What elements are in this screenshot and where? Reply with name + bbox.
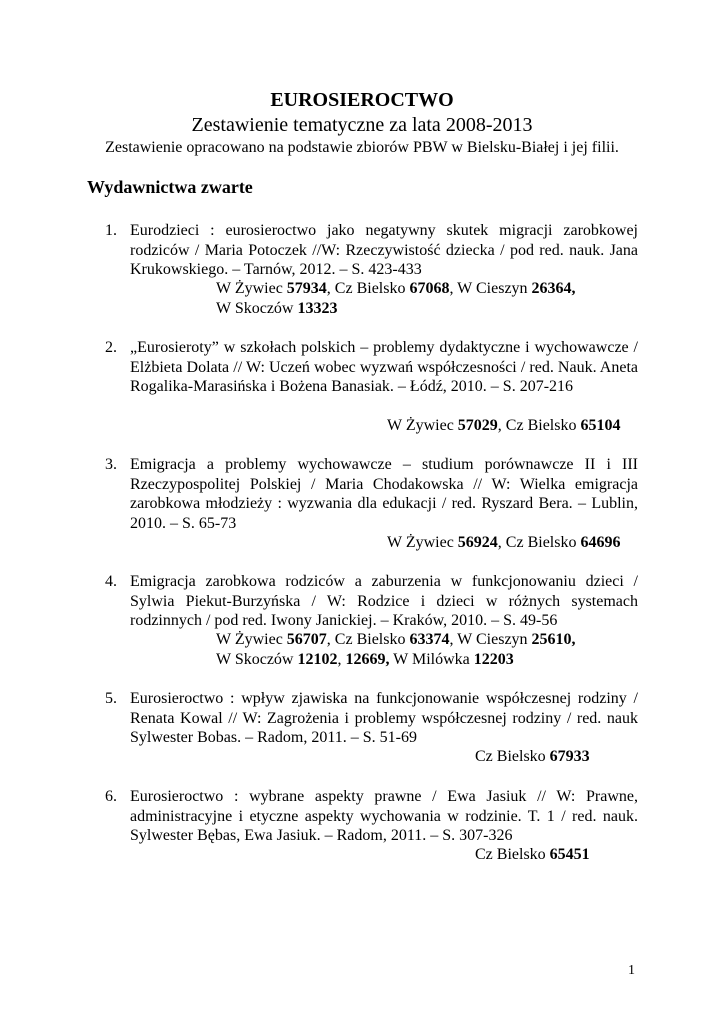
call-number: 65451 <box>549 846 590 863</box>
entry-text: Eurosieroctwo : wybrane aspekty prawne / Ewa Jasiuk // W: Prawne, administracyjne i etyczne aspekty wychowania w rodzinie. T. 1 / red. nauk. Sylwester Bębas, Ewa Jasiuk. – Radom, 2011. – S. 307-326 <box>130 788 638 844</box>
entry-text: „Eurosieroty” w szkołach polskich – problemy dydaktyczne i wychowawcze / Elżbieta Dolata // W: Uczeń wobec wyzwań współczesności / red. Nauk. Aneta Rogalika-Marasińska i Bożena Banasiak. – Łódź, 2010. – S. 207-216 <box>130 339 638 395</box>
page-number: 1 <box>628 963 635 978</box>
call-number: 67068 <box>409 280 450 297</box>
bibliography-entry <box>105 455 638 551</box>
call-number: 12102 <box>297 651 338 668</box>
call-number: 25610, <box>531 631 576 648</box>
entry-text: Emigracja zarobkowa rodziców a zaburzenia w funkcjonowaniu dzieci / Sylwia Piekut-Burzyńska / W: Rodzice i dzieci w różnych systemach rodzinnych / pod red. Iwony Janickiej. – Kraków, 2010. – S. 49-56 <box>130 573 638 629</box>
holdings-line: W Żywiec 57029, Cz Bielsko 65104 <box>387 417 621 434</box>
call-number: 65104 <box>580 417 621 434</box>
call-number: 63374 <box>409 631 450 648</box>
entry-number: 4. <box>105 573 117 590</box>
entry-number: 6. <box>105 788 117 805</box>
call-number: 56924 <box>457 534 498 551</box>
document-title: EUROSIEROCTWO <box>270 89 454 111</box>
holdings-line: W Żywiec 56707, Cz Bielsko 63374, W Cieszyn 25610, <box>216 631 576 648</box>
document-subtitle: Zestawienie tematyczne za lata 2008-2013 <box>191 114 533 136</box>
holdings-line: W Żywiec 57934, Cz Bielsko 67068, W Cieszyn 26364, <box>216 280 576 297</box>
holdings-line: Cz Bielsko 67933 <box>475 748 590 765</box>
bibliography-entry <box>105 221 638 317</box>
holdings-line: Cz Bielsko 65451 <box>475 846 590 863</box>
call-number: 12669, <box>345 651 390 668</box>
call-number: 64696 <box>580 534 621 551</box>
entry-text: Eurosieroctwo : wpływ zjawiska na funkcjonowanie współczesnej rodziny / Renata Kowal // W: Zagrożenia i problemy współczesnej rodziny / red. nauk Sylwester Bobas. – Radom, 2011. – S. 51-69 <box>130 690 638 746</box>
call-number: 57029 <box>457 417 498 434</box>
holdings-line: W Żywiec 56924, Cz Bielsko 64696 <box>387 534 621 551</box>
document-note: Zestawienie opracowano na podstawie zbiorów PBW w Bielsku-Białej i jej filii. <box>105 139 619 156</box>
call-number: 26364, <box>531 280 576 297</box>
entry-number: 5. <box>105 690 117 707</box>
entry-text: Emigracja a problemy wychowawcze – studium porównawcze II i III Rzeczypospolitej Polskiej / Maria Chodakowska // W: Wielka emigracja zarobkowa młodzieży : wyzwania dla edukacji / red. Ryszard Bera. – Lublin, 2010. – S. 65-73 <box>130 456 638 532</box>
call-number: 56707 <box>286 631 327 648</box>
holdings-line: W Skoczów 12102, 12669, W Milówka 12203 <box>216 651 514 668</box>
entry-number: 3. <box>105 456 117 473</box>
entry-number: 2. <box>105 339 117 356</box>
call-number: 57934 <box>286 280 327 297</box>
bibliography-entry <box>105 787 638 863</box>
section-title: Wydawnictwa zwarte <box>87 177 253 197</box>
bibliography-entry <box>105 338 638 434</box>
call-number: 67933 <box>549 748 590 765</box>
bibliography-entry <box>105 689 638 765</box>
entry-number: 1. <box>105 222 117 239</box>
holdings-line: W Skoczów 13323 <box>216 300 338 317</box>
bibliography-entry <box>105 572 638 668</box>
entry-text: Eurodzieci : eurosieroctwo jako negatywny skutek migracji zarobkowej rodziców / Maria Potoczek //W: Rzeczywistość dziecka / pod red. nauk. Jana Krukowskiego. – Tarnów, 2012. – S. 423-433 <box>130 222 638 278</box>
call-number: 12203 <box>473 651 514 668</box>
call-number: 13323 <box>297 300 338 317</box>
